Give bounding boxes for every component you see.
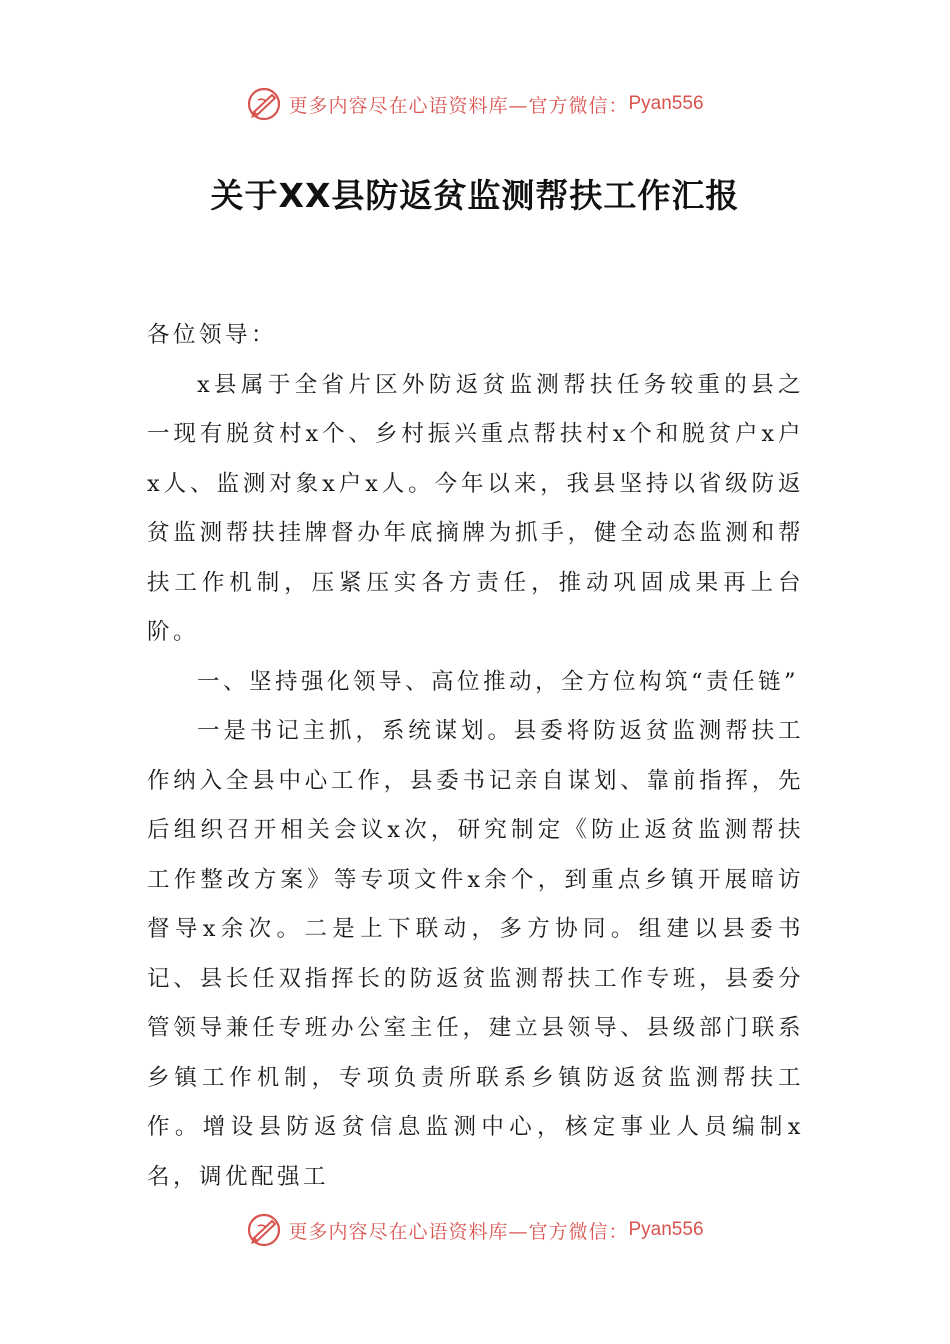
paragraph-section-1: 一是书记主抓，系统谋划。县委将防返贫监测帮扶工作纳入全县中心工作，县委书记亲自谋划、靠前指挥，先后组织召开相关会议x次，研究制定《防止返贫监测帮扶工作整改方案》等专项文件x余个，到重点乡镇开展暗访督导x余次。二是上下联动，多方协同。组建以县委书记、县长任双指挥长的防返贫监测帮扶工作专班，县委分管领导兼任专班办公室主任，建立县领导、县级部门联系乡镇工作机制，专项负责所联系乡镇防返贫监测帮扶工作。增设县防返贫信息监测中心，核定事业人员编制x名，调优配强工: [147, 718, 804, 1190]
pen-circle-logo-icon: [246, 1212, 282, 1248]
salutation: 各位领导：: [147, 322, 278, 348]
header-watermark-banner: [0, 82, 950, 126]
banner-wechat-id: Pyan556: [628, 93, 704, 114]
document-body: [147, 311, 804, 1202]
banner-wechat-id: Pyan556: [628, 1219, 704, 1240]
document-title: 关于XX县防返贫监测帮扶工作汇报: [210, 176, 740, 215]
footer-watermark-banner: [0, 1208, 950, 1252]
pen-circle-logo-icon: [246, 86, 282, 122]
banner-text: 更多内容尽在心语资料库—官方微信：: [288, 94, 629, 117]
banner-text: 更多内容尽在心语资料库—官方微信：: [288, 1220, 629, 1243]
paragraph-intro: x县属于全省片区外防返贫监测帮扶任务较重的县之一现有脱贫村x个、乡村振兴重点帮扶村x个和脱贫户x户x人、监测对象x户x人。今年以来，我县坚持以省级防返贫监测帮扶挂牌督办年底摘牌为抓手，健全动态监测和帮扶工作机制，压紧压实各方责任，推动巩固成果再上台阶。: [147, 371, 804, 645]
section-heading-1: 一、坚持强化领导、高位推动，全方位构筑“责任链”: [197, 668, 800, 695]
